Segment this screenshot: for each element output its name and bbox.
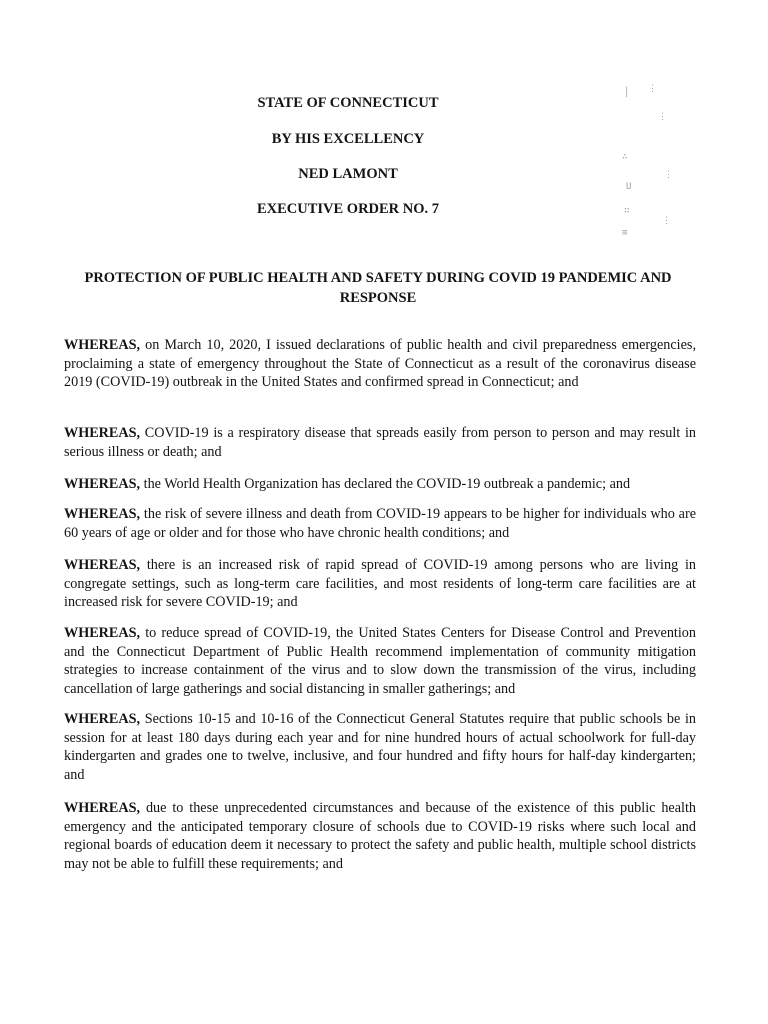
whereas-paragraph-7: WHEREAS, Sections 10-15 and 10-16 of the Connecticut General Statutes require that public schools be in session for at least 180 days during each year and for nine hundred hours of actual schoolwork for full-day kindergarten and grades one to twelve, inclusive, and four hundred and fifty hours for half-day kindergarten; and bbox=[64, 711, 696, 783]
order-title: PROTECTION OF PUBLIC HEALTH AND SAFETY DURING COVID 19 PANDEMIC AND RESPONSE bbox=[84, 270, 672, 306]
whereas-paragraph-1: WHEREAS, on March 10, 2020, I issued declarations of public health and civil preparedness emergencies, proclaiming a state of emergency throughout the State of Connecticut as a result of the coronavirus disease 2019 (COVID-19) outbreak in the United States and confirmed spread in Connecticut; and bbox=[64, 337, 696, 390]
whereas-paragraph-8: WHEREAS, due to these unprecedented circumstances and because of the existence of this public health emergency and the anticipated temporary closure of schools due to COVID-19 risks where such local and regional boards of education deem it necessary to protect the safety and public health, multiple school districts may not be able to fulfill these requirements; and bbox=[64, 800, 696, 872]
whereas-paragraph-4: WHEREAS, the risk of severe illness and death from COVID-19 appears to be higher for individuals who are 60 years of age or older and for those who have chronic health conditions; and bbox=[64, 506, 696, 541]
header-state: STATE OF CONNECTICUT bbox=[257, 95, 439, 111]
whereas-paragraph-6: WHEREAS, to reduce spread of COVID-19, the United States Centers for Disease Control and Prevention and the Connecticut Department of Public Health recommend implementation of community mitigation strategies to increase containment of the virus and to slow down the transmission of the virus, including cancellation of large gatherings and social distancing in smaller gatherings; and bbox=[64, 625, 696, 697]
header-excellency: BY HIS EXCELLENCY bbox=[271, 131, 425, 147]
whereas-paragraph-5: WHEREAS, there is an increased risk of rapid spread of COVID-19 among persons who are living in congregate settings, such as long-term care facilities, and most residents of long-term care facilities are at increased risk for severe COVID-19; and bbox=[64, 557, 696, 610]
filing-stamp: │ ⋮ ∴ U ∷ ≡ ⋮ ⋮ ⋮ bbox=[622, 84, 673, 238]
whereas-paragraph-3: WHEREAS, the World Health Organization has declared the COVID-19 outbreak a pandemic; and bbox=[64, 476, 631, 492]
header-governor: NED LAMONT bbox=[298, 166, 398, 182]
header-order-number: EXECUTIVE ORDER NO. 7 bbox=[256, 201, 440, 217]
whereas-paragraph-2: WHEREAS, COVID-19 is a respiratory disease that spreads easily from person to person and may result in serious illness or death; and bbox=[64, 425, 696, 460]
